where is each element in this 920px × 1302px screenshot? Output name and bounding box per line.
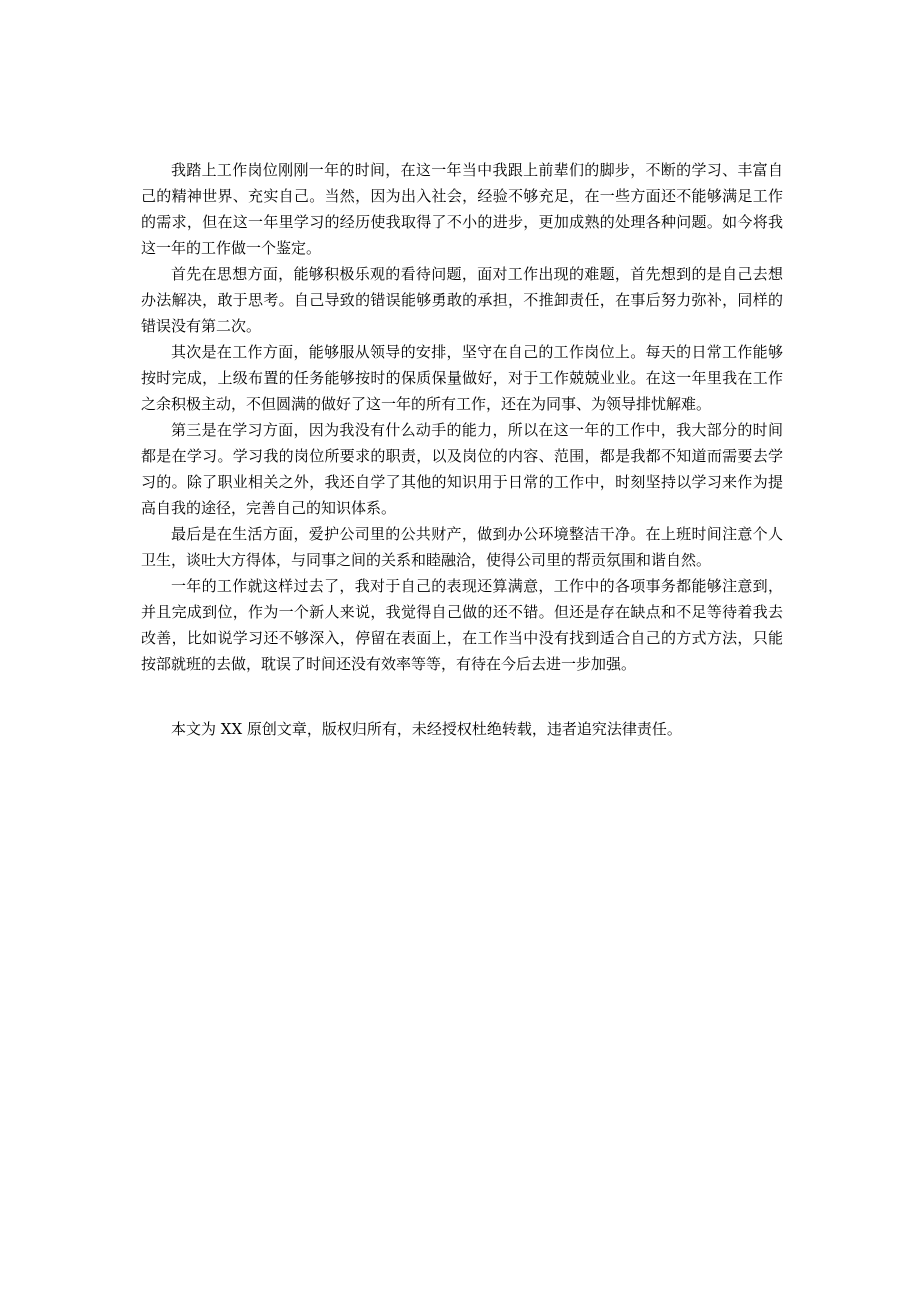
paragraph-work: 其次是在工作方面，能够服从领导的安排，坚守在自己的工作岗位上。每天的日常工作能够按时完成，上级布置的任务能够按时的保质保量做好，对于工作兢兢业业。在这一年里我在工作之余积极主动，不但圆满的做好了这一年的所有工作，还在为同事、为领导排忧解难。 <box>141 343 783 413</box>
paragraph-intro: 我踏上工作岗位刚刚一年的时间，在这一年当中我跟上前辈们的脚步，不断的学习、丰富自己的精神世界、充实自己。当然，因为出入社会，经验不够充足，在一些方面还不能够满足工作的需求，但在这一年里学习的经历使我取得了不小的进步，更加成熟的处理各种问题。如今将我这一年的工作做一个鉴定。 <box>141 161 783 257</box>
paragraph-thought: 首先在思想方面，能够积极乐观的看待问题，面对工作出现的难题，首先想到的是自己去想办法解决，敢于思考。自己导致的错误能够勇敢的承担，不推卸责任，在事后努力弥补，同样的错误没有第二次。 <box>141 265 783 335</box>
copyright-note: 本文为 XX 原创文章，版权归所有，未经授权杜绝转载，违者追究法律责任。 <box>171 720 682 738</box>
paragraph-life: 最后是在生活方面，爱护公司里的公共财产，做到办公环境整洁干净。在上班时间注意个人卫生，谈吐大方得体，与同事之间的关系和睦融洽，使得公司里的帮贡氛围和谐自然。 <box>141 525 783 569</box>
document-body <box>141 157 783 677</box>
paragraph-summary: 一年的工作就这样过去了，我对于自己的表现还算满意，工作中的各项事务都能够注意到，并且完成到位，作为一个新人来说，我觉得自己做的还不错。但还是存在缺点和不足等待着我去改善，比如说学习还不够深入，停留在表面上，在工作当中没有找到适合自己的方式方法，只能按部就班的去做，耽误了时间还没有效率等等，有待在今后去进一步加强。 <box>141 577 783 673</box>
paragraph-study: 第三是在学习方面，因为我没有什么动手的能力，所以在这一年的工作中，我大部分的时间都是在学习。学习我的岗位所要求的职责，以及岗位的内容、范围，都是我都不知道而需要去学习的。除了职业相关之外，我还自学了其他的知识用于日常的工作中，时刻坚持以学习来作为提高自我的途径，完善自己的知识体系。 <box>141 421 783 517</box>
